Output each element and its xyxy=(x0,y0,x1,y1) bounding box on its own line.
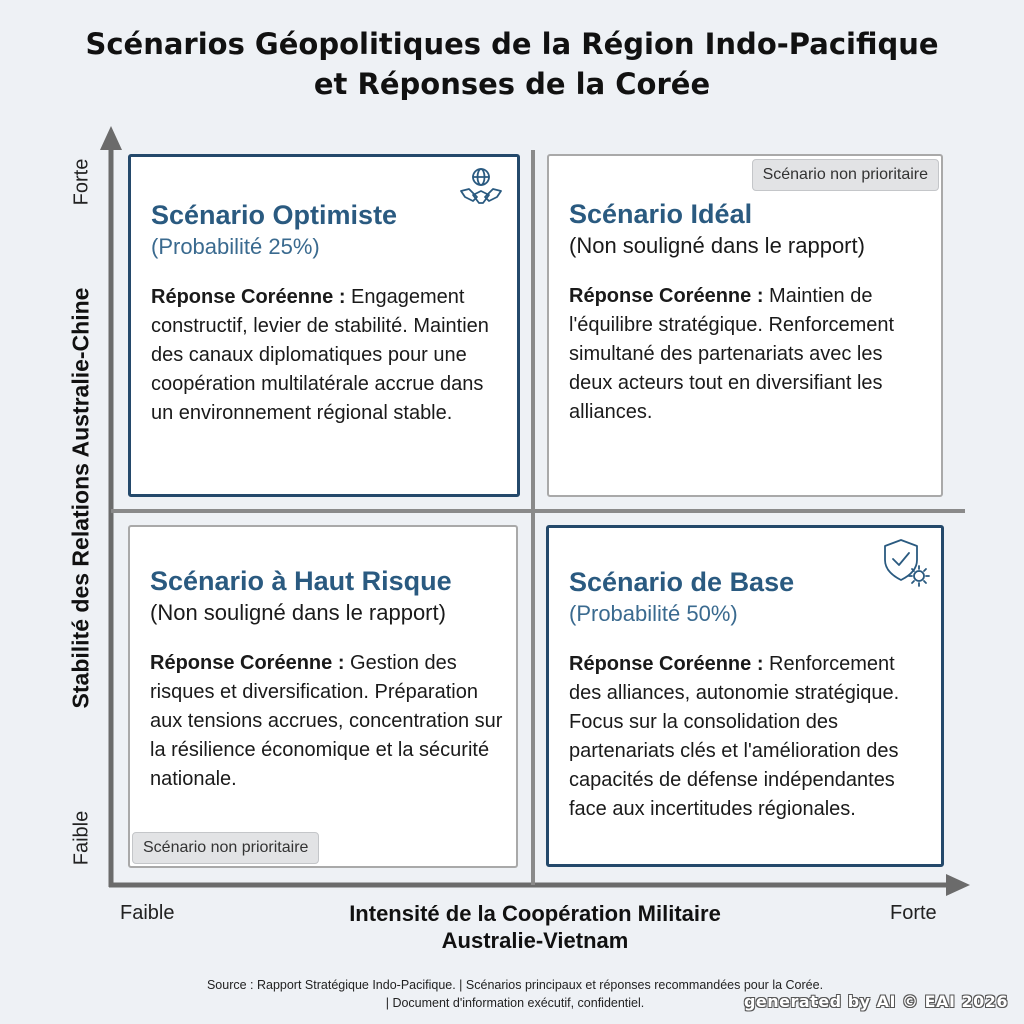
quadrant-base xyxy=(546,525,944,867)
quadrant-optimistic xyxy=(128,154,520,497)
x-axis-label-line-1: Intensité de la Coopération Militaire xyxy=(349,901,721,926)
footer-line-1: Source : Rapport Stratégique Indo-Pacifique. | Scénarios principaux et réponses recommandées pour la Corée. xyxy=(206,978,824,992)
response-label: Réponse Coréenne : xyxy=(150,652,345,674)
quadrant-title: Scénario Optimiste xyxy=(151,200,398,230)
quadrant-ideal xyxy=(547,154,943,497)
quadrant-title: Scénario de Base xyxy=(569,567,795,597)
quadrant-response xyxy=(150,649,504,794)
x-axis-low-label: Faible xyxy=(120,902,175,924)
y-axis-low-label: Faible xyxy=(70,810,93,866)
quadrant-probability: (Probabilité 50%) xyxy=(569,601,738,626)
quadrant-response xyxy=(569,650,929,824)
quadrant-high-risk xyxy=(128,525,518,868)
y-axis-arrow xyxy=(100,126,122,150)
response-label: Réponse Coréenne : xyxy=(569,653,764,675)
response-text: Engagement constructif, levier de stabilité. Maintien des canaux diplomatiques pour une coopération multilatérale accrue dans un environnement régional stable. xyxy=(151,286,489,424)
x-axis-label xyxy=(275,900,795,954)
quadrant-response xyxy=(151,283,505,428)
response-text: Gestion des risques et diversification. Préparation aux tensions accrues, concentration sur la résilience économique et la sécurité nationale. xyxy=(150,652,503,790)
non-priority-badge: Scénario non prioritaire xyxy=(132,832,319,864)
response-label: Réponse Coréenne : xyxy=(569,285,764,307)
response-text: Maintien de l'équilibre stratégique. Renforcement simultané des partenariats avec les deux acteurs tout en diversifiant les alliances. xyxy=(569,285,895,423)
footer-line-2: | Document d'information exécutif, confidentiel. xyxy=(385,996,645,1010)
watermark: generated by AI © EAI 2026 xyxy=(743,992,1008,1011)
shield-gear-icon xyxy=(881,538,933,590)
title-line-1: Scénarios Géopolitiques de la Région Indo-Pacifique xyxy=(85,27,939,61)
title-line-2: et Réponses de la Corée xyxy=(313,67,711,101)
y-axis-high-label: Forte xyxy=(70,158,93,206)
response-text: Renforcement des alliances, autonomie stratégique. Focus sur la consolidation des partenariats clés et l'amélioration des capacités de défense indépendantes face aux incertitudes régionales. xyxy=(569,653,900,820)
quadrant-probability: (Probabilité 25%) xyxy=(151,234,320,259)
x-axis-arrow xyxy=(946,874,970,896)
x-axis-high-label: Forte xyxy=(890,902,937,924)
quadrant-subtitle: (Non souligné dans le rapport) xyxy=(569,233,865,258)
x-axis-label-line-2: Australie-Vietnam xyxy=(441,928,629,953)
non-priority-badge: Scénario non prioritaire xyxy=(752,159,939,191)
quadrant-subtitle: (Non souligné dans le rapport) xyxy=(150,600,446,625)
quadrant-title: Scénario Idéal xyxy=(569,199,753,229)
response-label: Réponse Coréenne : xyxy=(151,286,346,308)
quadrant-title: Scénario à Haut Risque xyxy=(150,566,452,596)
y-axis-label: Stabilité des Relations Australie-Chine xyxy=(67,287,94,709)
quadrant-response xyxy=(569,282,929,427)
handshake-globe-icon xyxy=(459,167,503,211)
